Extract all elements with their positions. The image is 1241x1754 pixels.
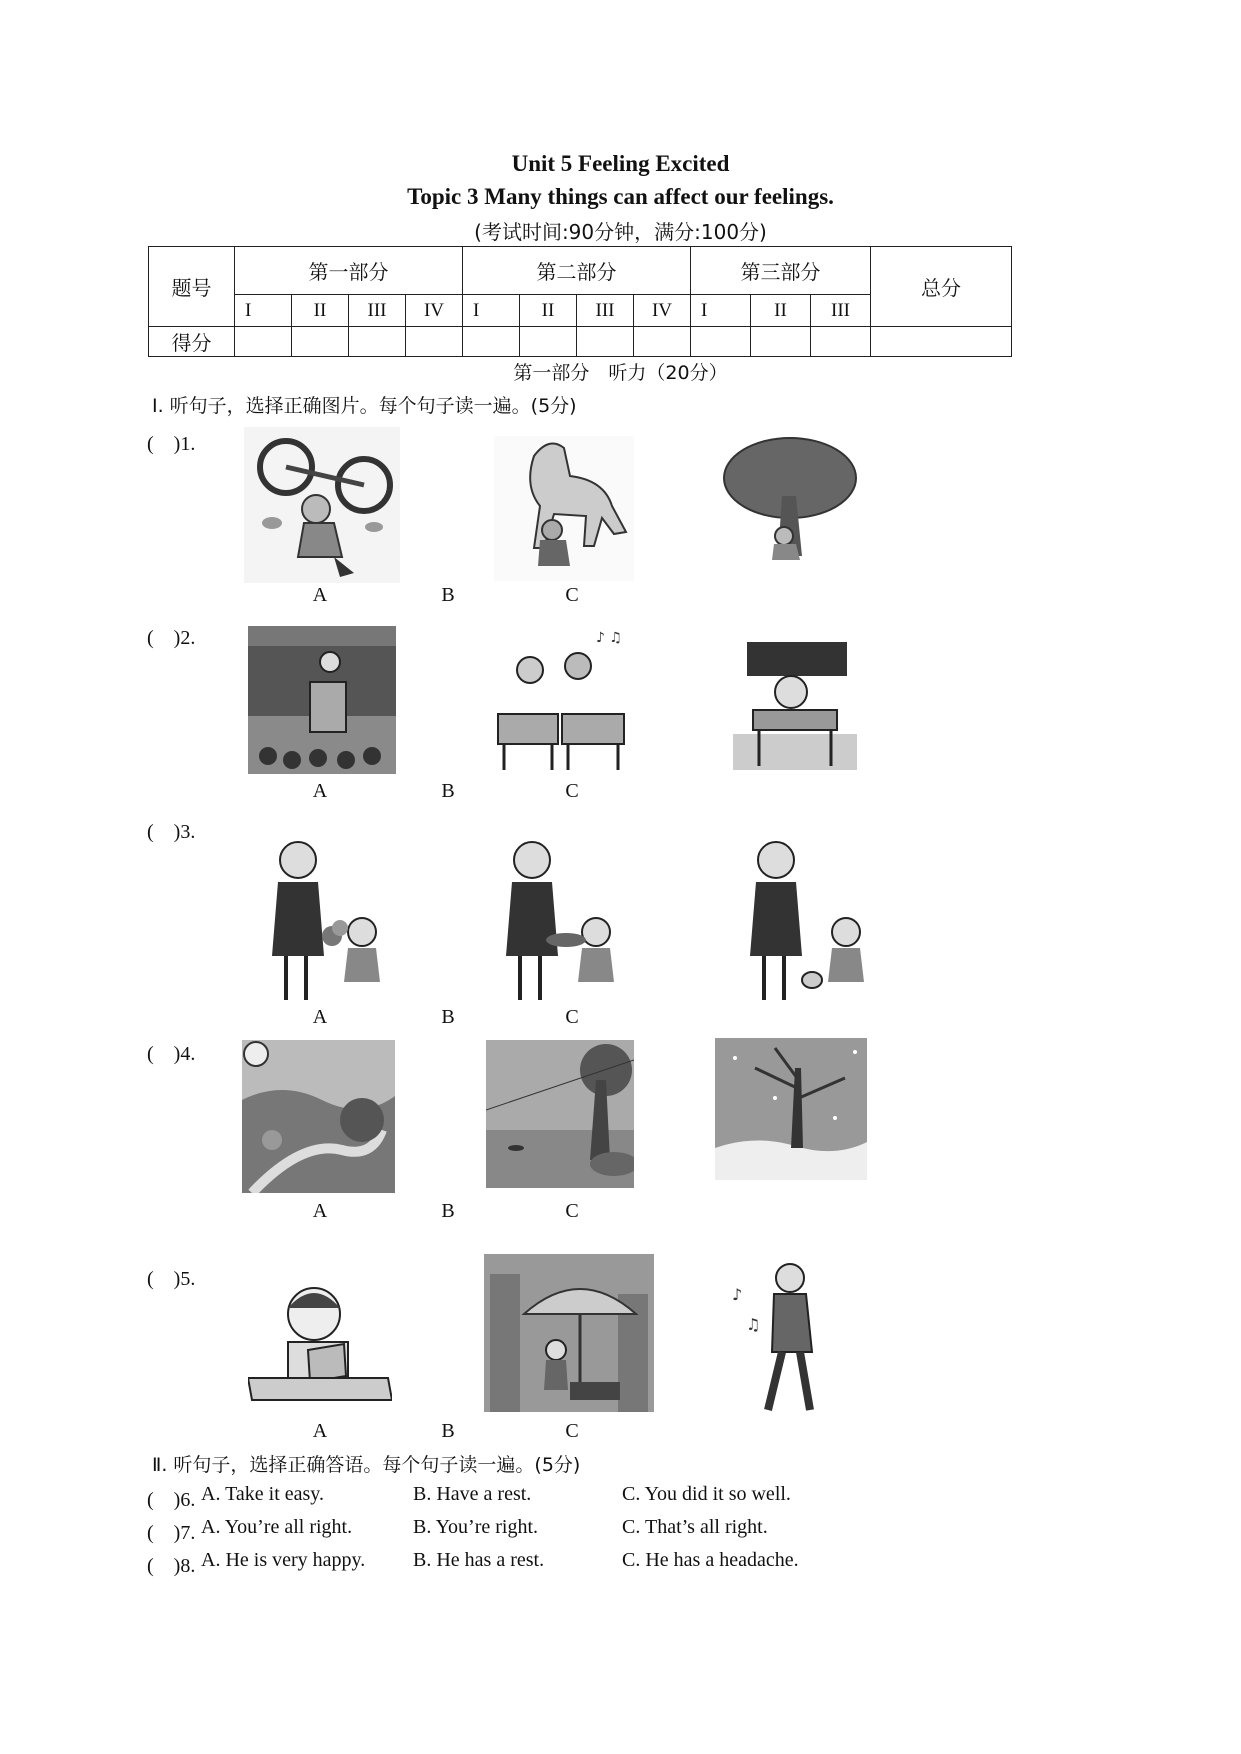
p2-col: III: [577, 295, 634, 327]
answer-option-c: C. That’s all right.: [622, 1516, 768, 1538]
bike-fall-picture: [244, 427, 400, 583]
boy-walking-picture: [728, 1260, 832, 1418]
snow-scene-picture: [715, 1038, 867, 1180]
part1-heading: 第一部分 听力（20分）: [513, 362, 728, 384]
option-label: A: [312, 584, 328, 606]
stage-speech-picture: [248, 626, 396, 774]
score-cell[interactable]: [292, 327, 349, 357]
p2-col: IV: [634, 295, 691, 327]
option-label: C: [565, 1006, 579, 1028]
p1-col: II: [292, 295, 349, 327]
option-label: A: [312, 1420, 328, 1442]
section1-heading: Ⅰ. 听句子，选择正确图片。每个句子读一遍。(5分): [152, 395, 577, 417]
p1-col: III: [349, 295, 406, 327]
question-number: ( )8.: [147, 1555, 196, 1577]
umbrella-street-picture: [484, 1254, 654, 1412]
score-cell[interactable]: [577, 327, 634, 357]
question-number: ( )4.: [147, 1043, 196, 1065]
answer-option-a: A. You’re all right.: [201, 1516, 353, 1538]
p2-col: I: [463, 295, 520, 327]
tree-fall-picture: [722, 436, 858, 568]
score-cell[interactable]: [463, 327, 520, 357]
answer-option-c: C. He has a headache.: [622, 1549, 799, 1571]
autumn-park-picture: [486, 1040, 634, 1188]
svg-text:♫: ♫: [746, 1315, 761, 1334]
p3-col: III: [811, 295, 871, 327]
section2-heading: Ⅱ. 听句子，选择正确答语。每个句子读一遍。(5分): [152, 1454, 581, 1476]
option-label: A: [312, 1200, 328, 1222]
option-label: C: [565, 780, 579, 802]
option-label: A: [312, 1006, 328, 1028]
question-number: ( )6.: [147, 1489, 196, 1511]
horse-fall-picture: [494, 436, 634, 581]
answer-option-b: B. He has a rest.: [413, 1549, 545, 1571]
question-number: ( )1.: [147, 433, 196, 455]
total-header: 总分: [871, 247, 1012, 327]
option-label: B: [441, 1200, 455, 1222]
p1-col: I: [235, 295, 292, 327]
question-number: ( )5.: [147, 1268, 196, 1290]
p3-col: I: [691, 295, 751, 327]
p3-col: II: [751, 295, 811, 327]
svg-text:♪: ♪: [732, 1285, 743, 1304]
part3-header: 第三部分: [691, 247, 871, 295]
answer-option-b: B. Have a rest.: [413, 1483, 532, 1505]
spring-scene-picture: [242, 1040, 395, 1193]
question-number: ( )2.: [147, 627, 196, 649]
row-label-score: 得分: [149, 327, 235, 357]
question-number: ( )7.: [147, 1522, 196, 1544]
score-cell[interactable]: [751, 327, 811, 357]
score-cell[interactable]: [871, 327, 1012, 357]
option-label: C: [565, 584, 579, 606]
boy-reading-picture: [248, 1278, 392, 1404]
exam-info: (考试时间:90分钟，满分:100分): [474, 220, 767, 244]
score-cell[interactable]: [406, 327, 463, 357]
score-table: [148, 246, 1012, 357]
student-desk-picture: [733, 642, 857, 770]
answer-option-c: C. You did it so well.: [622, 1483, 791, 1505]
answer-option-b: B. You’re right.: [413, 1516, 539, 1538]
score-cell[interactable]: [349, 327, 406, 357]
p1-col: IV: [406, 295, 463, 327]
exam-subtitle: Topic 3 Many things can affect our feelings.: [407, 184, 834, 209]
answer-option-a: A. Take it easy.: [201, 1483, 325, 1505]
row-label-number: 题号: [149, 247, 235, 327]
score-cell[interactable]: [691, 327, 751, 357]
p2-col: II: [520, 295, 577, 327]
part1-header: 第一部分: [235, 247, 463, 295]
option-label: B: [441, 584, 455, 606]
exam-title: Unit 5 Feeling Excited: [511, 151, 730, 176]
option-label: C: [565, 1200, 579, 1222]
woman-girl-cake-picture: [498, 832, 626, 1004]
option-label: A: [312, 780, 328, 802]
score-cell[interactable]: [520, 327, 577, 357]
score-cell[interactable]: [235, 327, 292, 357]
option-label: C: [565, 1420, 579, 1442]
option-label: B: [441, 1420, 455, 1442]
part2-header: 第二部分: [463, 247, 691, 295]
question-number: ( )3.: [147, 821, 196, 843]
score-cell[interactable]: [634, 327, 691, 357]
woman-girl-cat-picture: [742, 832, 870, 1004]
svg-text:♪ ♫: ♪ ♫: [596, 630, 622, 646]
option-label: B: [441, 780, 455, 802]
answer-option-a: A. He is very happy.: [201, 1549, 366, 1571]
woman-girl-flowers-picture: [264, 832, 392, 1004]
option-label: B: [441, 1006, 455, 1028]
score-cell[interactable]: [811, 327, 871, 357]
classroom-talk-picture: [496, 622, 632, 772]
